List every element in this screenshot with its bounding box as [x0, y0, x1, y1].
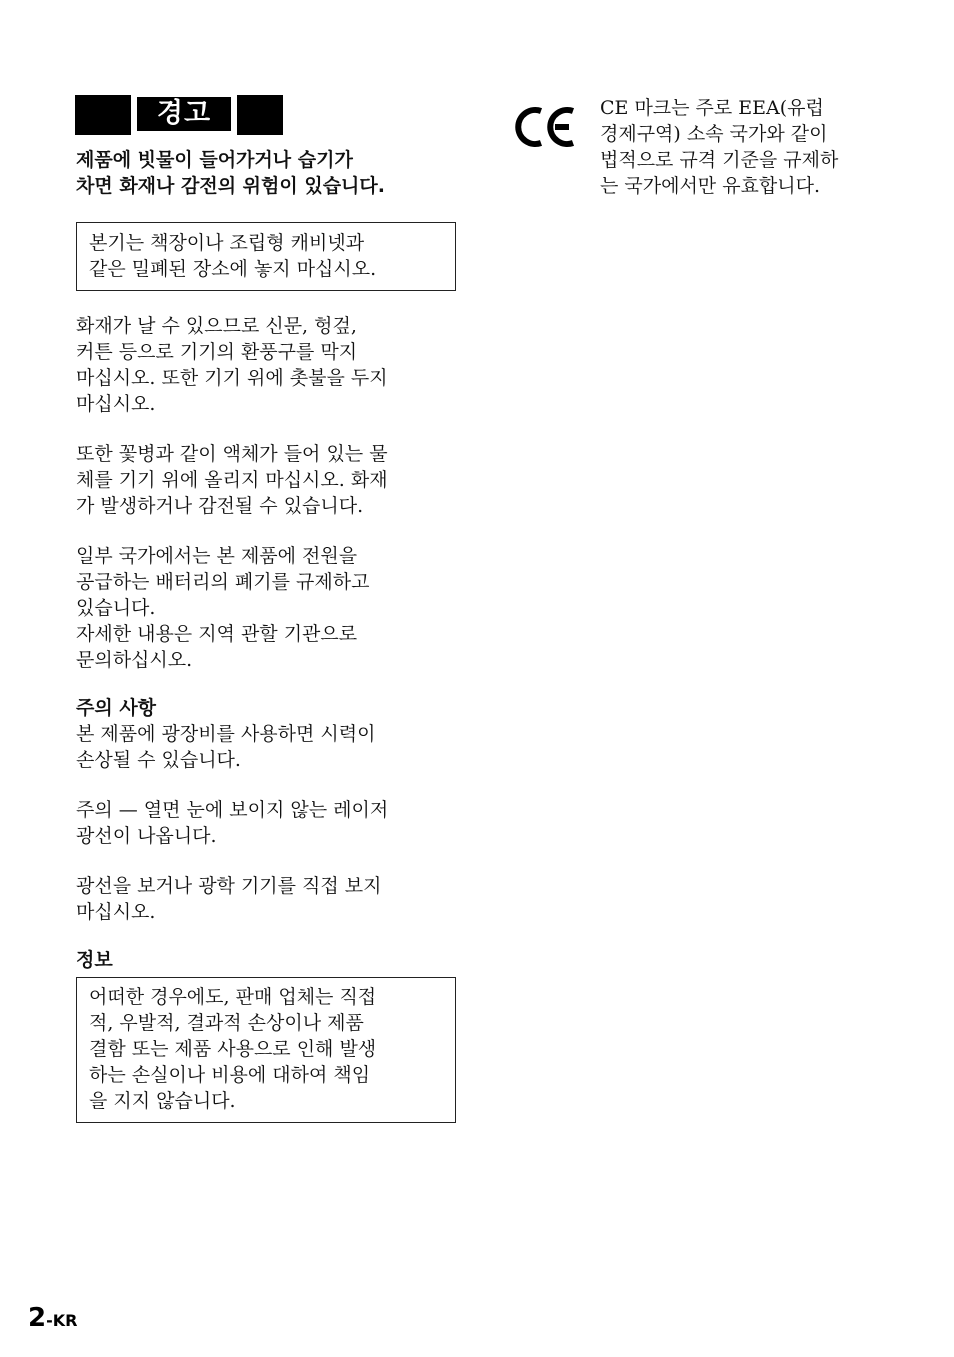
paragraph-line: 손상될 수 있습니다. — [76, 749, 241, 771]
warning-heading-line: 제품에 빗물이 들어가거나 습기가 — [76, 149, 353, 171]
liquid-paragraph — [76, 441, 461, 519]
warning-banner — [75, 95, 283, 135]
paragraph-line: 가 발생하거나 감전될 수 있습니다. — [76, 495, 364, 517]
warning-label: 경고 — [137, 97, 231, 131]
info-title: 정보 — [76, 949, 113, 971]
ce-description — [600, 95, 900, 199]
paragraph-line: 있습니다. — [76, 597, 156, 619]
warning-label-frame — [131, 93, 237, 137]
paragraph-line: 문의하십시오. — [76, 649, 193, 671]
warning-heading-line: 차면 화재나 감전의 위험이 있습니다. — [76, 175, 385, 197]
page-number — [28, 1298, 77, 1341]
paragraph-line: 커튼 등으로 기기의 환풍구를 막지 — [76, 341, 358, 363]
paragraph-line: 본 제품에 광장비를 사용하면 시력이 — [76, 723, 376, 745]
liability-box — [76, 977, 456, 1123]
paragraph-line: 마십시오. — [76, 901, 156, 923]
box-line: 적, 우발적, 결과적 손상이나 제품 — [89, 1012, 364, 1034]
page-number-value: 2 — [28, 1303, 47, 1333]
paragraph-line: 광선을 보거나 광학 기기를 직접 보지 — [76, 875, 382, 897]
ce-mark-icon — [515, 105, 577, 149]
box-line: 본기는 책장이나 조립형 캐비넷과 — [89, 232, 365, 254]
ce-line: 는 국가에서만 유효합니다. — [600, 175, 821, 197]
box-line: 하는 손실이나 비용에 대하여 책임 — [89, 1064, 371, 1086]
paragraph-line: 주의 — 열면 눈에 보이지 않는 레이저 — [76, 799, 389, 821]
caution-title: 주의 사항 — [76, 697, 157, 719]
ce-line: 법적으로 규격 기준을 규제하 — [600, 149, 839, 171]
battery-paragraph — [76, 543, 461, 673]
box-line: 결함 또는 제품 사용으로 인해 발생 — [89, 1038, 377, 1060]
paragraph-line: 공급하는 배터리의 폐기를 규제하고 — [76, 571, 370, 593]
paragraph-line: 일부 국가에서는 본 제품에 전원을 — [76, 545, 358, 567]
paragraph-line: 자세한 내용은 지역 관할 기관으로 — [76, 623, 358, 645]
box-line: 같은 밀폐된 장소에 놓지 마십시오. — [89, 258, 377, 280]
page-number-suffix: -KR — [46, 1311, 78, 1330]
box-line: 을 지지 않습니다. — [89, 1090, 236, 1112]
laser-paragraph — [76, 797, 461, 849]
ce-line: CE 마크는 주로 EEA(유럽 — [600, 97, 824, 119]
paragraph-line: 마십시오. 또한 기기 위에 촛불을 두지 — [76, 367, 388, 389]
paragraph-line: 체를 기기 위에 올리지 마십시오. 화재 — [76, 469, 388, 491]
ventilation-paragraph — [76, 313, 461, 417]
box-line: 어떠한 경우에도, 판매 업체는 직접 — [89, 986, 377, 1008]
enclosure-warning-box — [76, 222, 456, 291]
beam-paragraph — [76, 873, 461, 925]
warning-heading — [76, 147, 456, 199]
paragraph-line: 마십시오. — [76, 393, 156, 415]
paragraph-line: 광선이 나옵니다. — [76, 825, 217, 847]
ce-line: 경제구역) 소속 국가와 같이 — [600, 123, 828, 145]
optical-paragraph — [76, 721, 461, 773]
paragraph-line: 화재가 날 수 있으므로 신문, 헝겊, — [76, 315, 357, 337]
paragraph-line: 또한 꽃병과 같이 액체가 들어 있는 물 — [76, 443, 388, 465]
left-column — [76, 95, 466, 1123]
